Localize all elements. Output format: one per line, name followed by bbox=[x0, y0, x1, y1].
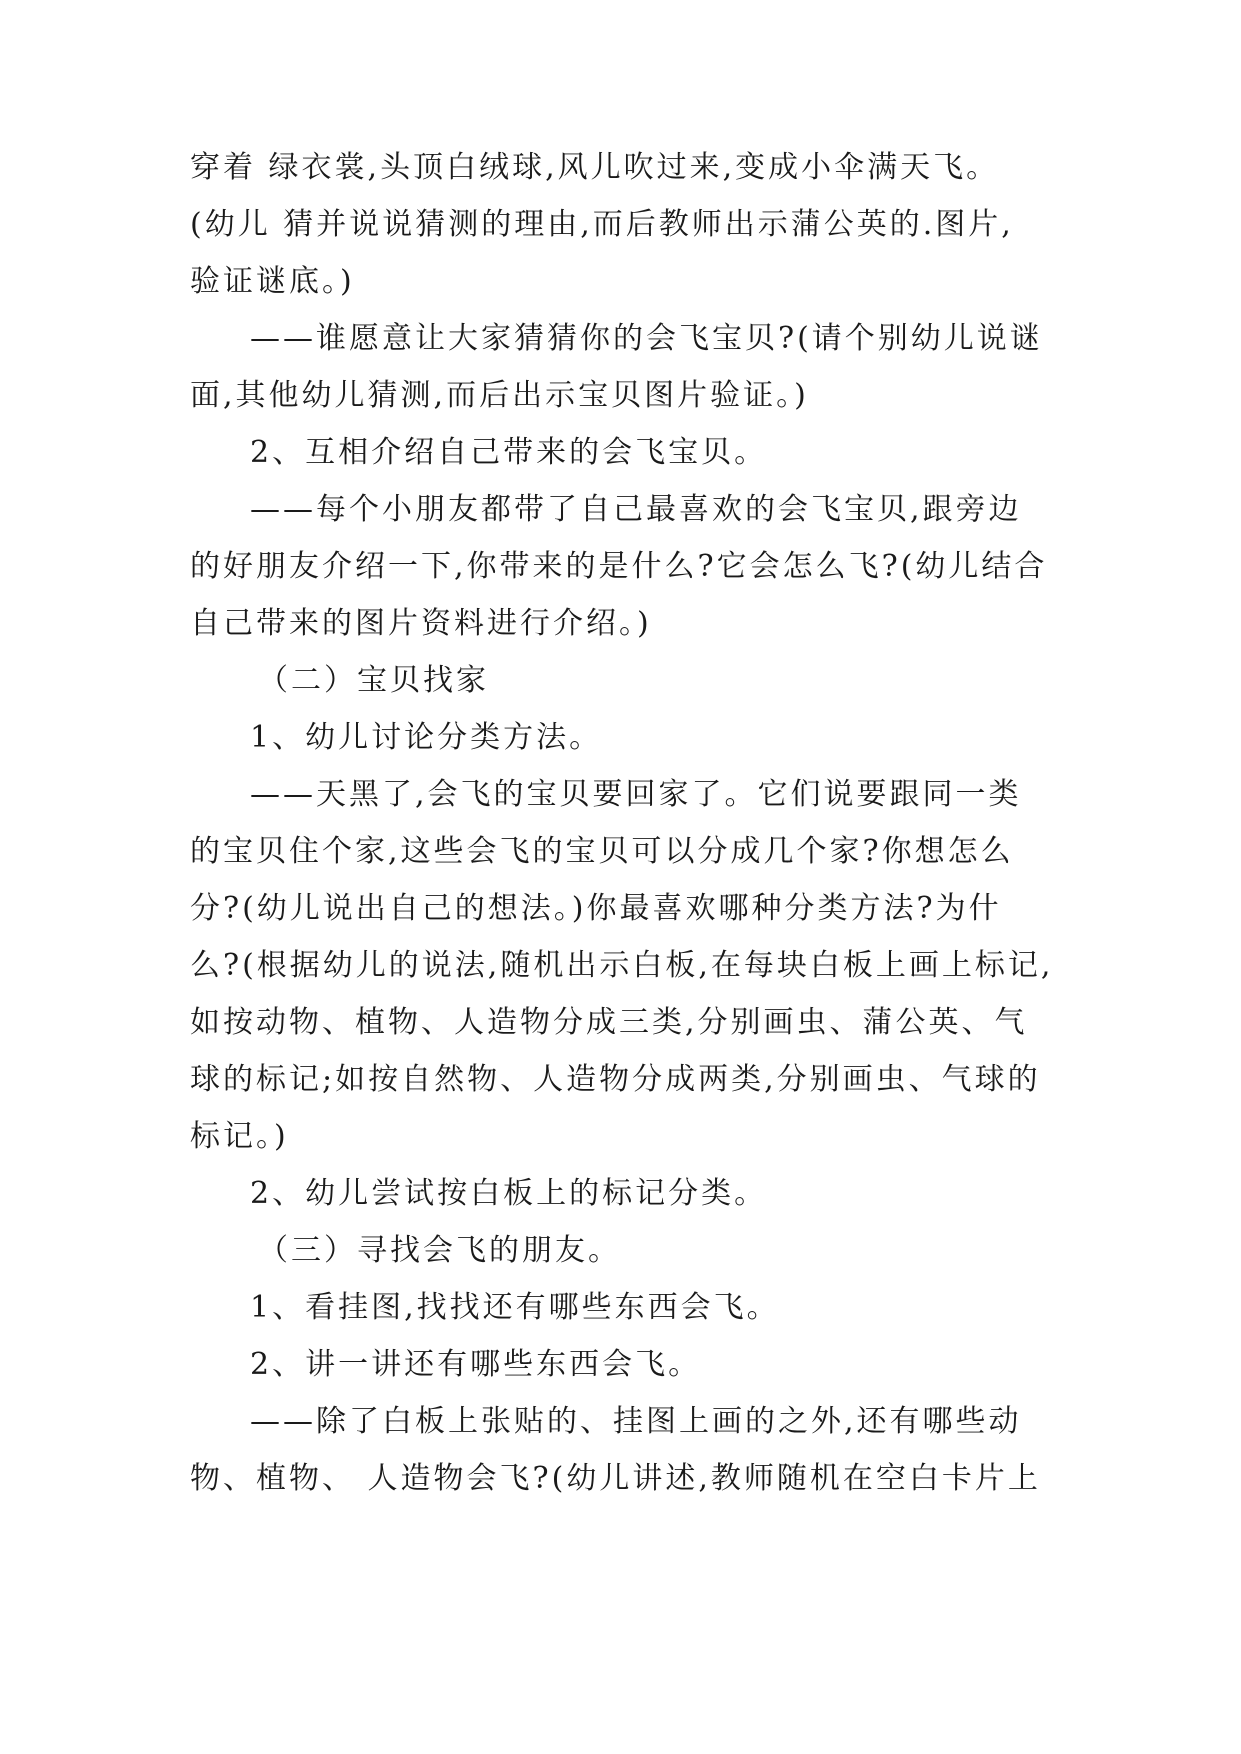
text-line-6: 2、互相介绍自己带来的会飞宝贝。 bbox=[250, 435, 768, 470]
text-line-4: ——谁愿意让大家猜猜你的会飞宝贝?(请个别幼儿说谜 bbox=[250, 321, 1043, 356]
text-line-18: 标记。) bbox=[190, 1119, 289, 1154]
text-line-2: (幼儿 猜并说说猜测的理由,而后教师出示蒲公英的.图片, bbox=[190, 207, 1014, 242]
section-heading-3: （三）寻找会飞的朋友。 bbox=[258, 1233, 621, 1268]
text-line-16: 如按动物、植物、人造物分成三类,分别画虫、蒲公英、气 bbox=[190, 1005, 1028, 1040]
text-line-8: 的好朋友介绍一下,你带来的是什么?它会怎么飞?(幼儿结合 bbox=[190, 549, 1048, 584]
text-line-24: 物、植物、 人造物会飞?(幼儿讲述,教师随机在空白卡片上 bbox=[190, 1461, 1041, 1496]
text-line-12: ——天黑了,会飞的宝贝要回家了。它们说要跟同一类 bbox=[250, 777, 1022, 812]
text-line-11: 1、幼儿讨论分类方法。 bbox=[250, 720, 603, 755]
text-line-19: 2、幼儿尝试按白板上的标记分类。 bbox=[250, 1176, 768, 1211]
section-heading-2: （二）宝贝找家 bbox=[258, 663, 489, 698]
text-line-23: ——除了白板上张贴的、挂图上画的之外,还有哪些动 bbox=[250, 1404, 1022, 1439]
text-line-13: 的宝贝住个家,这些会飞的宝贝可以分成几个家?你想怎么 bbox=[190, 834, 1014, 869]
text-line-14: 分?(幼儿说出自己的想法。)你最喜欢哪种分类方法?为什 bbox=[190, 891, 1002, 926]
text-line-3: 验证谜底。) bbox=[190, 264, 355, 299]
text-line-15: 么?(根据幼儿的说法,随机出示白板,在每块白板上画上标记, bbox=[190, 948, 1054, 983]
text-line-22: 2、讲一讲还有哪些东西会飞。 bbox=[250, 1347, 702, 1382]
text-line-7: ——每个小朋友都带了自己最喜欢的会飞宝贝,跟旁边 bbox=[250, 492, 1022, 527]
text-line-5: 面,其他幼儿猜测,而后出示宝贝图片验证。) bbox=[190, 378, 809, 413]
text-line-17: 球的标记;如按自然物、人造物分成两类,分别画虫、气球的 bbox=[190, 1062, 1041, 1097]
text-line-21: 1、看挂图,找找还有哪些东西会飞。 bbox=[250, 1290, 780, 1325]
text-line-1: 穿着 绿衣裳,头顶白绒球,风儿吹过来,变成小伞满天飞。 bbox=[190, 150, 1000, 185]
text-line-9: 自己带来的图片资料进行介绍。) bbox=[190, 606, 652, 641]
